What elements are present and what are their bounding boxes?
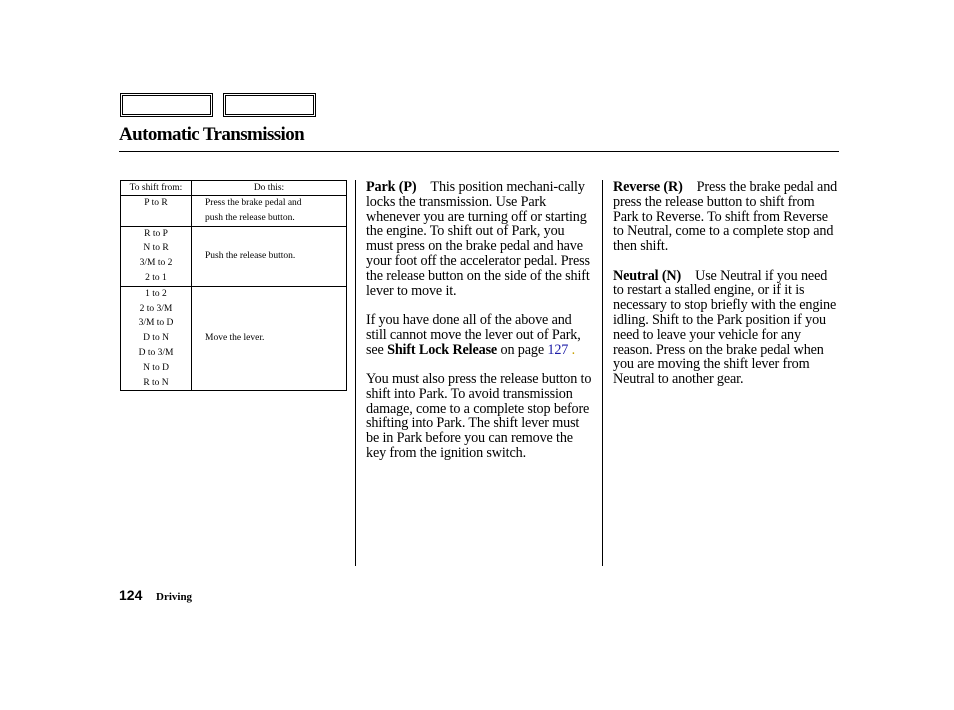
from-item: R to N [143, 377, 169, 388]
shift-lock-paragraph [366, 313, 594, 357]
shift-lock-suffix: on page [500, 341, 544, 358]
action-line: Push the release button. [205, 250, 296, 261]
from-item: 1 to 2 [145, 288, 167, 299]
action-line: Press the brake pedal and [205, 198, 302, 208]
column-divider [602, 180, 603, 566]
shift-lock-text: If you have done all of the above and still cannot move the lever out of Park, see [366, 311, 581, 358]
link-period: . [571, 341, 576, 358]
neutral-text: Use Neutral if you need to restart a stalled engine, or if it is necessary to stop briefly with the engine idling. Shift to the Park position if you need to leave your vehicle for any reason. Press on the brake pedal when you are moving the shift lever from Neutral to another gear. [613, 267, 837, 388]
table-row [121, 286, 347, 391]
shift-table [120, 180, 347, 391]
shift-lock-reference: Shift Lock Release [387, 341, 498, 358]
action-line: push the release button. [205, 212, 295, 223]
park-heading: Park (P) [366, 179, 417, 195]
release-paragraph [366, 372, 594, 461]
from-item: R to P [144, 228, 168, 239]
table-header-row [121, 181, 347, 196]
action-cell [192, 196, 347, 227]
park-paragraph [366, 180, 594, 298]
middle-text-column [366, 180, 594, 475]
title-divider [119, 151, 839, 152]
from-item: D to 3/M [138, 347, 174, 358]
neutral-heading: Neutral (N) [613, 267, 682, 284]
page-title: Automatic Transmission [119, 124, 305, 145]
action-cell [192, 226, 347, 286]
release-text: You must also press the release button to shift into Park. To avoid transmission damage, come to a complete stop before shifting into Park. The shift lever must be in Park before you can remove the key from the ignition switch. [366, 370, 592, 461]
right-text-column [613, 180, 839, 402]
from-item: P to R [144, 198, 168, 208]
from-item: 2 to 3/M [139, 303, 173, 314]
header-from: To shift from: [121, 181, 192, 196]
from-cell [121, 286, 192, 391]
from-item: 2 to 1 [145, 272, 167, 283]
action-cell [192, 286, 347, 391]
section-name: Driving [156, 591, 193, 603]
park-text: This position mechani-cally locks the transmission. Use Park whenever you are turning off or starting the engine. To shift out of Park, you must press on the brake pedal and have your foot off the accelerator pedal. Press the release button on the side of the shift lever to move it. [366, 179, 590, 299]
table-row [121, 196, 347, 227]
from-item: 3/M to D [138, 318, 174, 329]
reverse-heading: Reverse (R) [613, 179, 683, 195]
from-item: 3/M to 2 [139, 258, 173, 269]
page-number: 124 [119, 587, 143, 603]
next-page-button[interactable] [223, 93, 316, 117]
from-cell [121, 196, 192, 227]
reverse-paragraph [613, 180, 839, 254]
action-line: Move the lever. [205, 333, 265, 344]
previous-page-button[interactable] [120, 93, 213, 117]
header-action: Do this: [192, 181, 347, 196]
from-item: N to D [143, 362, 169, 373]
table-row [121, 226, 347, 286]
column-divider [355, 180, 356, 566]
from-item: N to R [143, 243, 169, 254]
from-item: D to N [143, 333, 169, 344]
from-cell [121, 226, 192, 286]
reverse-text: Press the brake pedal and press the release button to shift from Park to Reverse. To shift from Reverse to Neutral, come to a complete stop and then shift. [613, 179, 838, 255]
neutral-paragraph [613, 269, 839, 387]
page-link[interactable]: 127 [547, 341, 569, 358]
